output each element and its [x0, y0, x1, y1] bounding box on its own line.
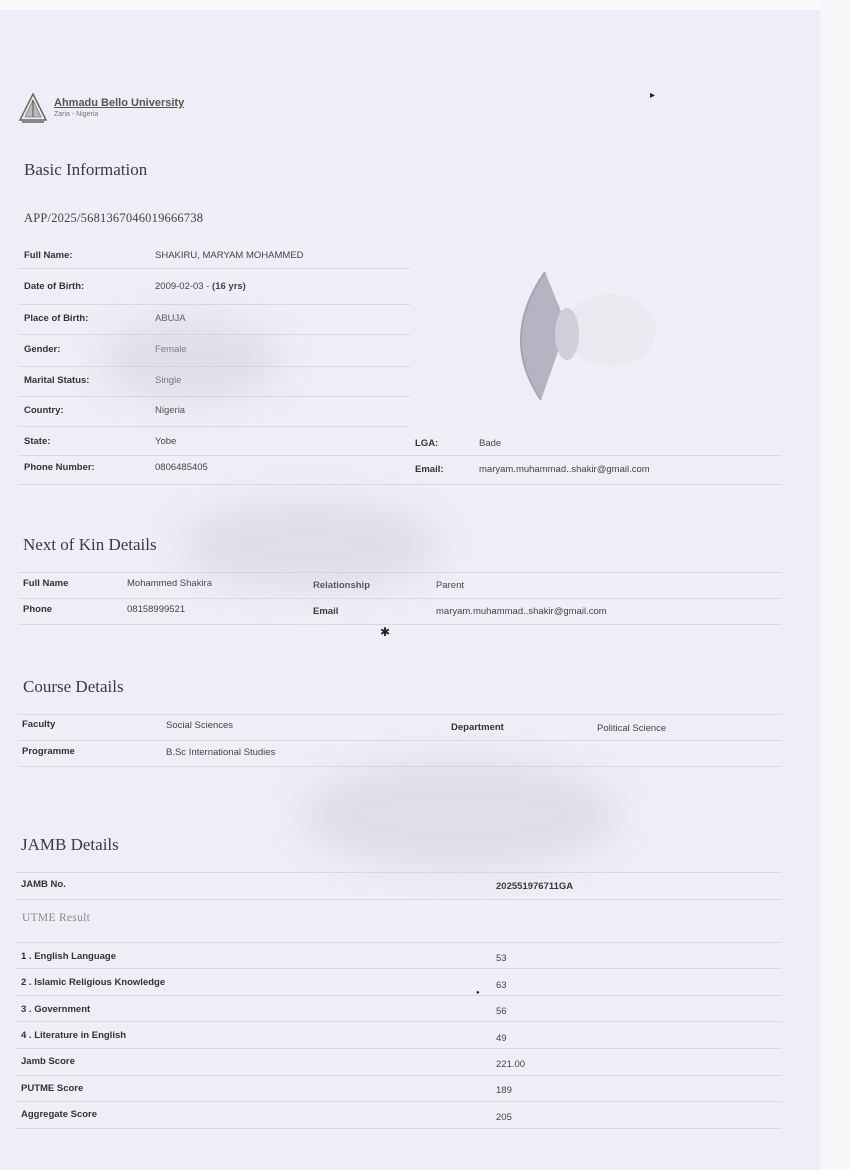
full-name-label: Full Name:: [24, 250, 73, 261]
ink-speck: ●: [476, 990, 480, 996]
jamb-score-label: Jamb Score: [21, 1056, 75, 1067]
gender-label: Gender:: [24, 344, 61, 355]
row-divider: [16, 968, 782, 969]
kin-phone-label: Phone: [23, 604, 53, 615]
utme-result-heading: UTME Result: [22, 912, 91, 924]
row-divider: [16, 899, 782, 900]
row-divider: [18, 598, 782, 599]
subject-irk-label: 2 . Islamic Religious Knowledge: [21, 977, 166, 988]
row-divider: [18, 268, 410, 269]
kin-email-value: maryam.muhammad..shakir@gmail.com: [436, 606, 607, 617]
age-value: (16 yrs): [212, 281, 246, 292]
faculty-value: Social Sciences: [166, 720, 234, 731]
aggregate-score-value: 205: [496, 1112, 512, 1123]
gender-value: Female: [155, 344, 187, 355]
relationship-label: Relationship: [313, 580, 371, 591]
subject-english-label: 1 . English Language: [21, 951, 117, 962]
scan-right-edge: [820, 0, 850, 1170]
marital-status-label: Marital Status:: [24, 375, 90, 386]
row-divider: [18, 426, 410, 427]
phone-value: 0806485405: [155, 462, 208, 473]
scan-top-margin: [0, 0, 820, 10]
row-divider: [16, 995, 782, 996]
department-value: Political Science: [597, 723, 667, 734]
row-divider: [16, 1101, 782, 1102]
kin-phone-value: 08158999521: [127, 604, 186, 615]
row-divider: [16, 1075, 782, 1076]
lga-label: LGA:: [415, 438, 439, 449]
course-details-title: Course Details: [23, 677, 124, 696]
jamb-no-label: JAMB No.: [21, 879, 66, 890]
state-value: Yobe: [155, 436, 177, 447]
university-crest-icon: [18, 92, 48, 124]
scan-smudge: [100, 320, 280, 400]
subject-government-label: 3 . Government: [21, 1004, 91, 1015]
kin-email-label: Email: [313, 606, 339, 617]
passport-photo: [505, 268, 665, 413]
phone-label: Phone Number:: [24, 462, 95, 473]
aggregate-score-label: Aggregate Score: [21, 1109, 98, 1120]
email-value: maryam.muhammad..shakir@gmail.com: [479, 464, 650, 475]
dob-value: 2009-02-03 - (16 yrs): [155, 281, 246, 292]
row-divider: [16, 1021, 782, 1022]
programme-label: Programme: [22, 746, 75, 757]
application-number: APP/2025/5681367046019666738: [24, 211, 204, 225]
putme-score-value: 189: [496, 1085, 512, 1096]
ink-speck: ✱: [380, 625, 391, 639]
row-divider: [18, 740, 782, 741]
subject-irk-score: 63: [496, 980, 507, 991]
university-logo: [18, 92, 184, 124]
department-label: Department: [451, 722, 504, 733]
relationship-value: Parent: [436, 580, 464, 591]
ink-speck: ▸: [650, 90, 656, 101]
putme-score-label: PUTME Score: [21, 1083, 84, 1094]
row-divider: [16, 1048, 782, 1049]
kin-full-name-value: Mohammed Shakira: [127, 578, 213, 589]
subject-literature-score: 49: [496, 1033, 507, 1044]
full-name-value: SHAKIRU, MARYAM MOHAMMED: [155, 250, 304, 261]
subject-literature-label: 4 . Literature in English: [21, 1030, 127, 1041]
country-value: Nigeria: [155, 405, 186, 416]
university-name: Ahmadu Bello University: [54, 97, 185, 109]
dob-label: Date of Birth:: [24, 281, 85, 292]
document-sheet: [0, 10, 820, 1170]
row-divider: [18, 484, 782, 485]
row-divider: [18, 714, 782, 715]
programme-value: B.Sc International Studies: [166, 747, 276, 758]
marital-status-value: Single: [155, 375, 182, 386]
jamb-score-value: 221.00: [496, 1059, 526, 1070]
row-divider: [16, 872, 782, 873]
jamb-details-title: JAMB Details: [21, 835, 119, 854]
state-label: State:: [24, 436, 51, 447]
faculty-label: Faculty: [22, 719, 56, 730]
subject-government-score: 56: [496, 1006, 507, 1017]
country-label: Country:: [24, 405, 64, 416]
row-divider: [16, 1128, 782, 1129]
row-divider: [18, 624, 782, 625]
basic-info-title: Basic Information: [24, 160, 148, 179]
place-of-birth-value: ABUJA: [155, 313, 186, 324]
kin-full-name-label: Full Name: [23, 578, 69, 589]
subject-english-score: 53: [496, 953, 507, 964]
scan-smudge: [180, 500, 440, 590]
row-divider: [16, 942, 782, 943]
email-label: Email:: [415, 464, 444, 475]
university-location: Zaria - Nigeria: [54, 111, 99, 118]
row-divider: [18, 455, 782, 456]
next-of-kin-title: Next of Kin Details: [23, 535, 157, 554]
place-of-birth-label: Place of Birth:: [24, 313, 89, 324]
lga-value: Bade: [479, 438, 502, 449]
row-divider: [18, 304, 410, 305]
jamb-no-value: 202551976711GA: [496, 881, 574, 892]
scan-smudge: [300, 760, 620, 870]
